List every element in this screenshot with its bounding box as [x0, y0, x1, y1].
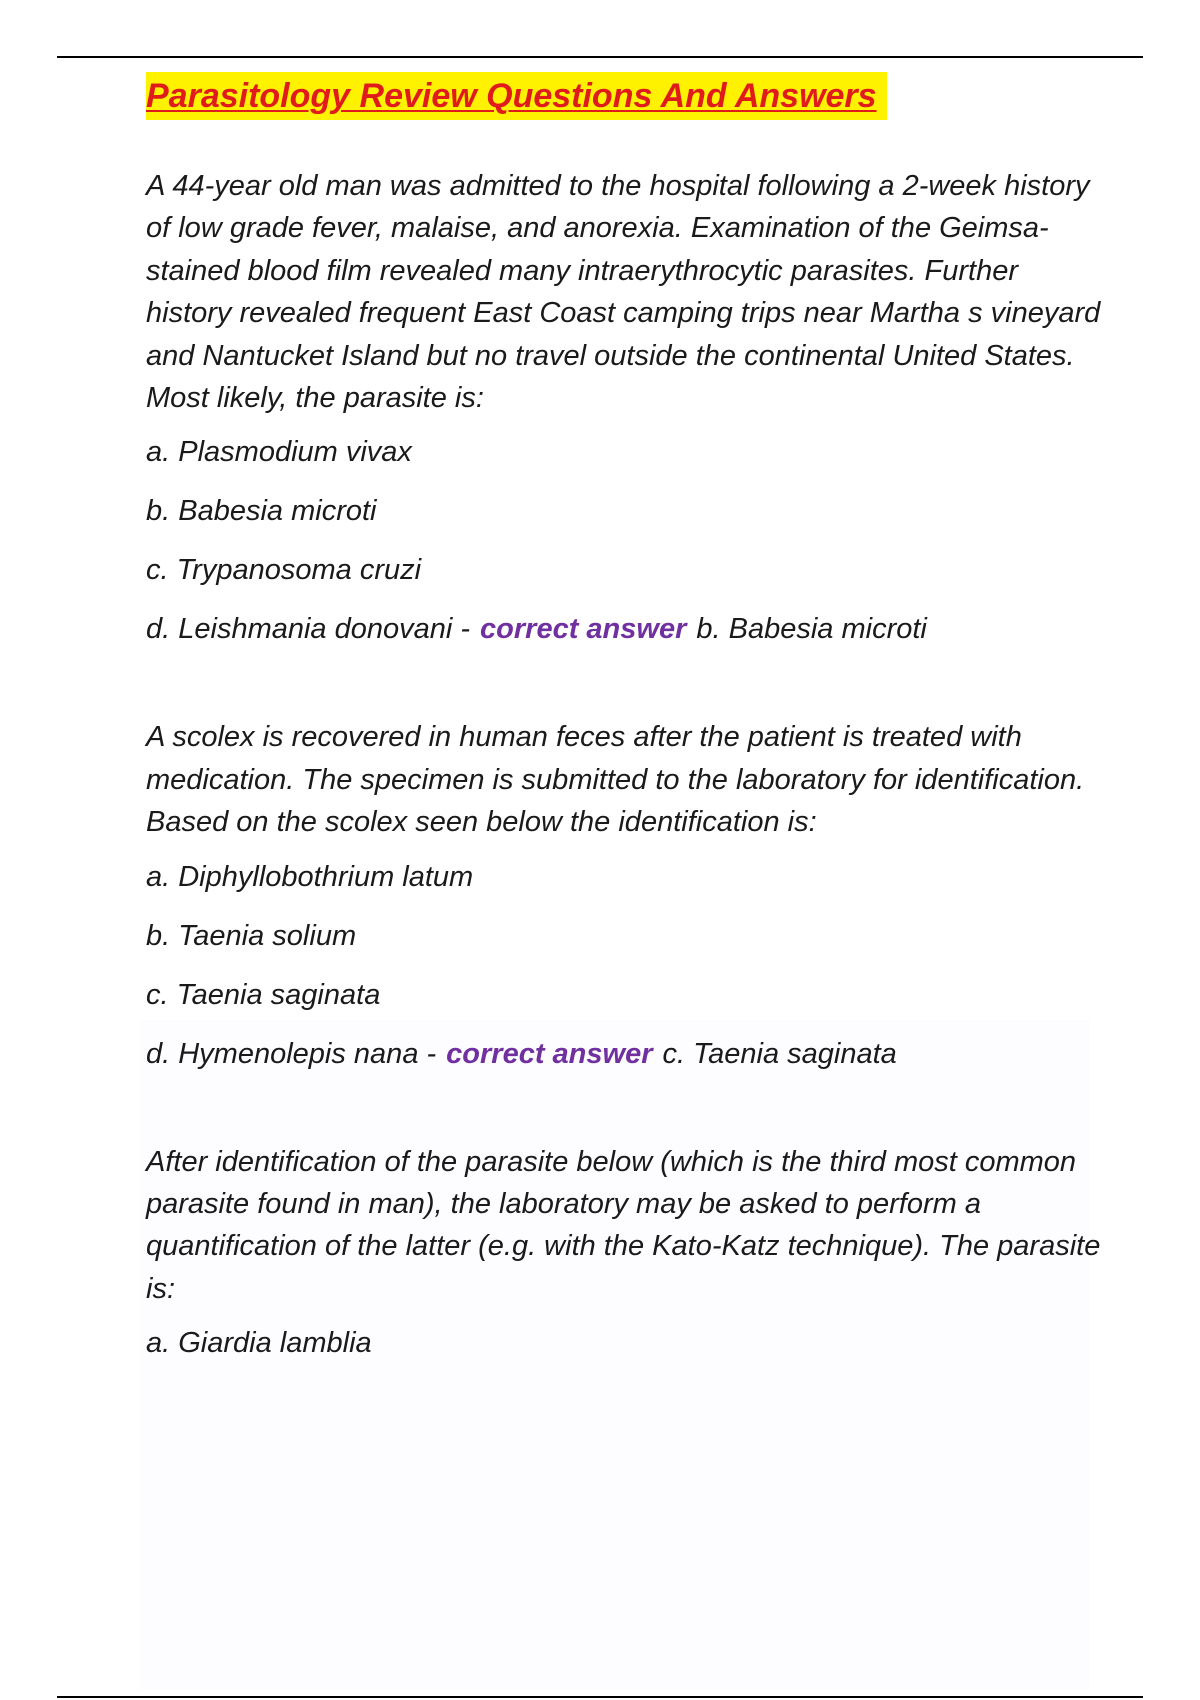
question-3-text: After identification of the parasite below (which is the third most common parasite found in man), the laboratory may be asked to perform a quantification of the latter (e.g. with the Kato-Katz technique). The parasite is: — [146, 1145, 1101, 1305]
top-rule — [57, 56, 1143, 58]
question-2-option-a: a. Diphyllobothrium latum — [146, 860, 474, 893]
question-1-option-b: b. Babesia microti — [146, 495, 377, 528]
question-1-option-a: a. Plasmodium vivax — [146, 436, 412, 469]
question-2-options — [146, 856, 1106, 1075]
question-1-text: A 44-year old man was admitted to the hospital following a 2-week history of low grade fever, malaise, and anorexia. Examination of the Geimsa-stained blood film revealed many intraerythrocytic parasites. Further history revealed frequent East Coast camping trips near Martha s vineyard and Nantucket Island but no travel outside the continental United States. Most likely, the parasite is: — [146, 170, 1101, 415]
question-1-option-d: d. Leishmania donovani - — [146, 613, 471, 646]
question-1-correct-label: correct answer — [480, 613, 687, 646]
document-title: Parasitology Review Questions And Answers — [146, 72, 887, 120]
question-1-options — [146, 431, 1106, 650]
question-3-options — [146, 1322, 1106, 1364]
document-body — [146, 72, 1106, 1364]
question-1-option-d-with-answer — [146, 608, 1106, 650]
question-1-option-c: c. Trypanosoma cruzi — [146, 554, 422, 587]
question-2-answer: c. Taenia saginata — [662, 1037, 897, 1070]
question-2-text: A scolex is recovered in human feces after the patient is treated with medication. The specimen is submitted to the laboratory for identification. Based on the scolex seen below the identification is: — [146, 721, 1085, 839]
question-2-option-b: b. Taenia solium — [146, 919, 357, 952]
question-2-correct-label: correct answer — [446, 1037, 653, 1070]
bottom-rule — [57, 1696, 1143, 1698]
question-1-answer: b. Babesia microti — [696, 613, 927, 646]
question-2-option-c: c. Taenia saginata — [146, 978, 381, 1011]
question-2-option-d-with-answer — [146, 1033, 1106, 1075]
question-3-option-a: a. Giardia lamblia — [146, 1327, 372, 1360]
question-2-option-d: d. Hymenolepis nana - — [146, 1037, 437, 1070]
